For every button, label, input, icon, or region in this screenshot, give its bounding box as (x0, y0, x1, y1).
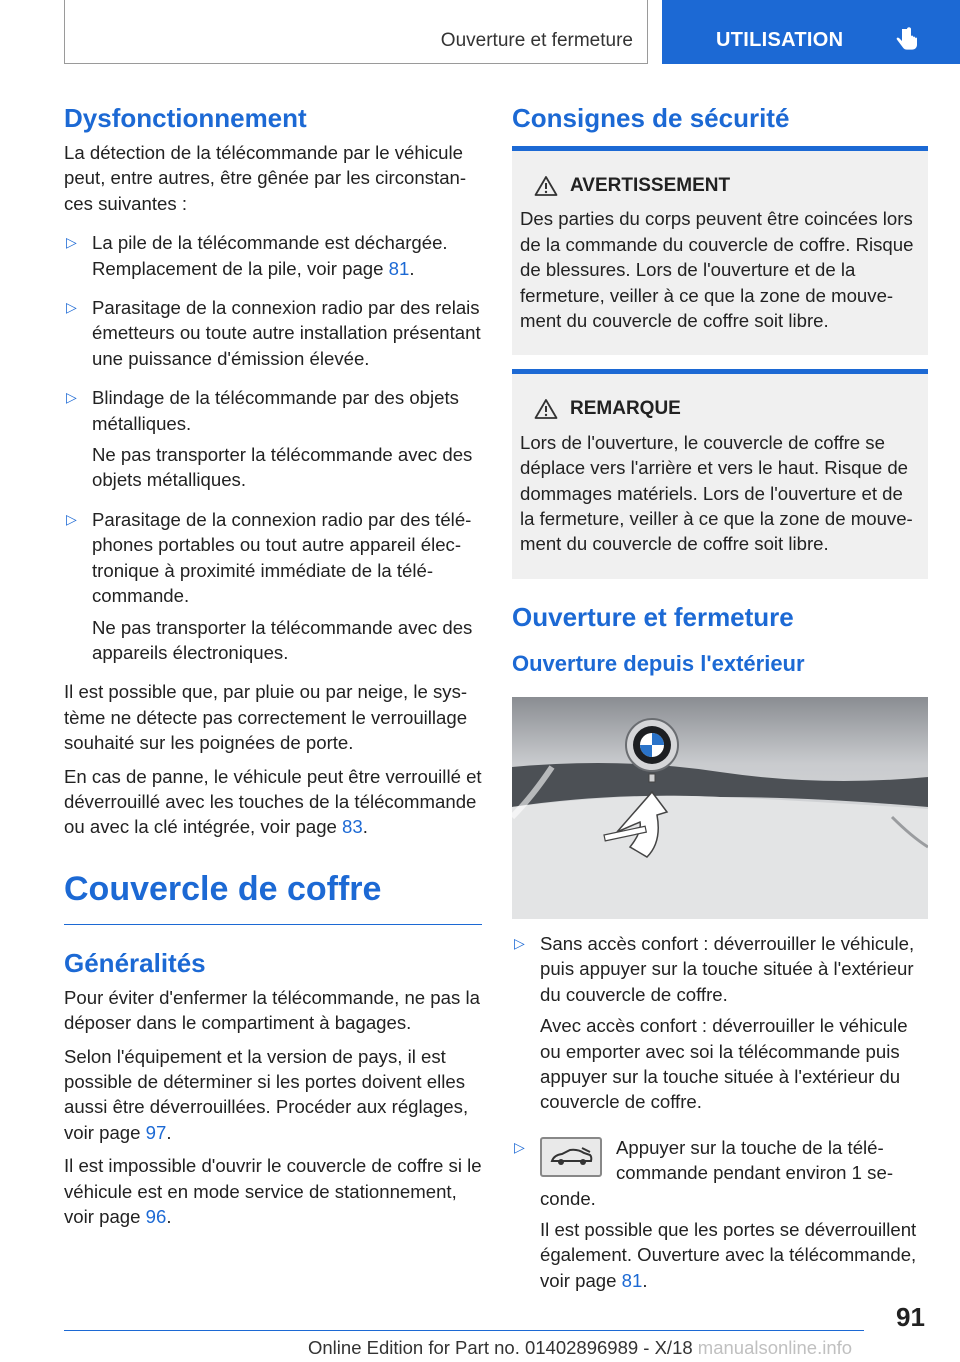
footer-divider (64, 1330, 864, 1331)
section-title-ouverture: Ouverture et fermeture (512, 601, 794, 632)
page-link-96[interactable]: 96 (145, 1206, 167, 1227)
list-item: ▷ Sans accès confort : déverrouiller le véhicule, puis appuyer sur la touche située à l'extérieur du couvercle de coffre. Avec accès confort : déverrouiller le véhicule ou emporter avec soi la télécommande puis appuyer sur la touche située à l'extérieur du couvercle de coffre. (514, 932, 915, 1113)
page-link-81[interactable]: 81 (388, 257, 410, 279)
paragraph-snow: Il est possible que, par pluie ou par neige, le système ne détecte pas correctement le verrouillage souhaité sur les poignées de porte. (64, 681, 468, 754)
list-item: ▷ Parasitage de la connexion radio par des téléphones portables ou tout autre appareil électronique à proximité immédiate de la télécommande. Ne pas transporter la télécommande avec des appareils électroniques. (66, 508, 473, 663)
remote-tailgate-button-icon (540, 1137, 602, 1177)
triangle-bullet-icon: ▷ (66, 299, 77, 316)
triangle-bullet-icon: ▷ (66, 389, 77, 406)
page-link-97[interactable]: 97 (145, 1121, 167, 1143)
dysf-intro: La détection de la télécommande par le véhicule peut, entre autres, être gênée par les circonstances suivantes : (64, 142, 467, 214)
remark-box (512, 369, 928, 578)
left-column (64, 100, 482, 1237)
section-title-dysfonctionnement: Dysfonctionnement (64, 103, 307, 133)
footer-watermark: manualsonline.info (692, 1337, 853, 1358)
right-column (512, 100, 928, 1307)
open-bullet-list (512, 931, 928, 1293)
header-section-box (64, 0, 648, 64)
warning-box (512, 146, 928, 355)
dysf-bullet-list (64, 230, 482, 665)
section-title-securite: Consignes de sécurité (512, 103, 790, 133)
header-chapter-label: UTILISATION (716, 29, 844, 51)
remark-title: REMARQUE (570, 398, 681, 420)
header-section-title: Ouverture et fermeture (440, 30, 633, 51)
tailgate-illustration (512, 697, 928, 919)
list-item: ▷ La pile de la télécommande est déchargée. Remplacement de la pile, voir page 81. (66, 232, 448, 279)
footer-edition: Online Edition for Part no. 01402896989 - X/18 manualsonline.info (308, 1337, 853, 1358)
gen-paragraph-3: Il est impossible d'ouvrir le couvercle de coffre si le véhicule est en mode service de stationnement, voir page 96. (64, 1155, 482, 1227)
chapter-title-couvercle: Couvercle de coffre (64, 866, 482, 925)
header-chapter-tab (662, 0, 960, 64)
gen-paragraph-2: Selon l'équipement et la version de pays, il est possible de déterminer si les portes doivent elles aussi être déverrouillées. Procéder aux réglages, voir page 97. (64, 1045, 469, 1143)
list-item: ▷ Blindage de la télécommande par des objets métalliques. Ne pas transporter la télécommande avec des objets métalliques. (66, 387, 473, 491)
tailgate-photo (512, 697, 928, 919)
list-item: ▷ Parasitage de la connexion radio par des relais émetteurs ou toute autre installation présentant une puissance d'émission élevée. (66, 297, 481, 369)
remark-text: Lors de l'ouverture, le couvercle de coffre se déplace vers l'arrière et vers le haut. Risque de dommages matériels. Lors de l'ouverture et de la fermeture, veiller à ce que la zone de mouvement du couvercle de coffre soit libre. (520, 431, 913, 555)
warning-title: AVERTISSEMENT (570, 175, 731, 196)
gen-paragraph-1: Pour éviter d'enfermer la télécommande, ne pas la déposer dans le compartiment à bagages. (64, 986, 480, 1034)
triangle-bullet-icon: ▷ (66, 510, 77, 527)
page-number: 91 (896, 1302, 925, 1332)
triangle-bullet-icon: ▷ (514, 934, 525, 951)
paragraph-panne: En cas de panne, le véhicule peut être verrouillé et déverrouillé avec les touches de la télécommande ou avec la clé intégrée, voir page 83. (64, 765, 482, 838)
warning-text: Des parties du corps peuvent être coincées lors de la commande du couvercle de coffre. Risque de blessures. Lors de l'ouverture et de la fermeture, veiller à ce que la zone de mouvement du couvercle de coffre soit libre. (520, 208, 914, 332)
hand-pointer-icon (893, 26, 919, 59)
triangle-bullet-icon: ▷ (514, 1138, 525, 1155)
page-link-81[interactable]: 81 (621, 1269, 643, 1291)
warning-triangle-icon (534, 398, 558, 420)
triangle-bullet-icon: ▷ (66, 234, 77, 251)
warning-triangle-icon (534, 175, 558, 197)
list-item: ▷ Appuyer sur la touche de la télécommande pendant environ 1 seconde. Il est possible que les portes se déverrouillent également. Ouverture avec la télécommande, voir page 81. (514, 1136, 917, 1291)
page-link-83[interactable]: 83 (342, 816, 363, 838)
section-title-generalites: Généralités (64, 947, 206, 978)
subsection-title-exterieur: Ouverture depuis l'extérieur (512, 650, 805, 676)
